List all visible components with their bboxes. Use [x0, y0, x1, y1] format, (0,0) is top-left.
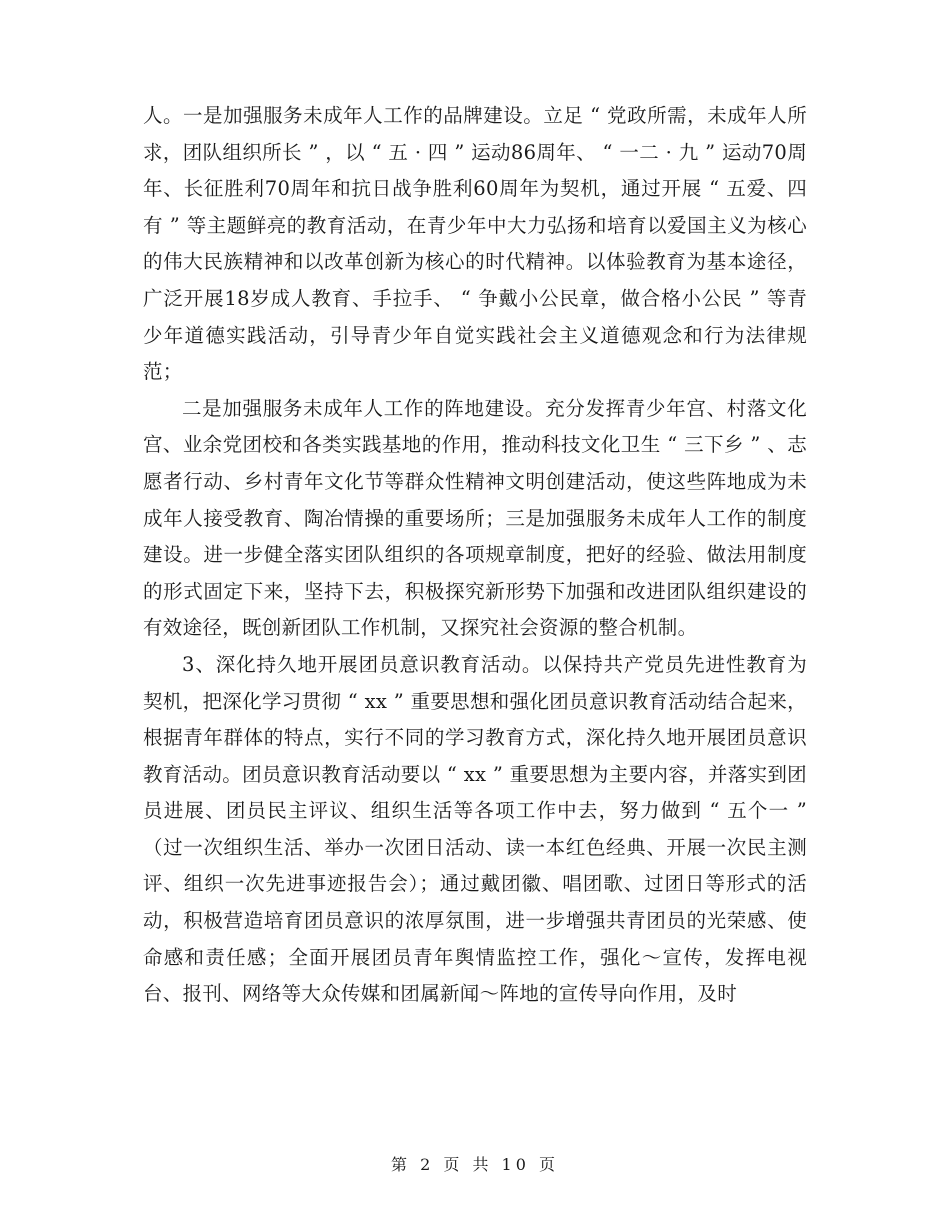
paragraph-brand-building: 人。一是加强服务未成年人工作的品牌建设。立足 “ 党政所需，未成年人所求，团队组织所长 ” ，以 “ 五 · 四 ” 运动86周年、 “ 一二 · 九 ” 运动70周年、长征胜利70周年和抗日战争胜利60周年为契机，通过开展 “ 五爱、四有 ” 等主题鲜亮的教育活动，在青少年中大力弘扬和培育以爱国主义为核心的伟大民族精神和以改革创新为核心的时代精神。以体验教育为基本途径，广泛开展18岁成人教育、手拉手、 “ 争戴小公民章，做合格小公民 ” 等青少年道德实践活动，引导青少年自觉实践社会主义道德观念和行为法律规范；	[143, 104, 807, 384]
page-number-footer: 第 2 页 共 10 页	[391, 1155, 559, 1174]
paragraph-member-education: 3、深化持久地开展团员意识教育活动。以保持共产党员先进性教育为契机，把深化学习贯彻 “ xx ” 重要思想和强化团员意识教育活动结合起来，根据青年群体的特点，实行不同的学习教育方式，深化持久地开展团员意识教育活动。团员意识教育活动要以 “ xx ” 重要思想为主要内容，并落实到团员进展、团员民主评议、组织生活等各项工作中去，努力做到 “ 五个一 ” （过一次组织生活、举办一次团日活动、读一本红色经典、开展一次民主测评、组织一次先进事迹报告会）；通过戴团徽、唱团歌、过团日等形式的活动，积极营造培育团员意识的浓厚氛围，进一步增强共青团员的光荣感、使命感和责任感；全面开展团员青年舆情监控工作，强化～宣传，发挥电视台、报刊、网络等大众传媒和团属新闻～阵地的宣传导向作用，及时	[143, 652, 807, 1006]
paragraph-position-building: 二是加强服务未成年人工作的阵地建设。充分发挥青少年宫、村落文化宫、业余党团校和各类实践基地的作用，推动科技文化卫生 “ 三下乡 ” 、志愿者行动、乡村青年文化节等群众性精神文明创建活动，使这些阵地成为未成年人接受教育、陶冶情操的重要场所；三是加强服务未成年人工作的制度建设。进一步健全落实团队组织的各项规章制度，把好的经验、做法用制度的形式固定下来，坚持下去，积极探究新形势下加强和改进团队组织建设的有效途径，既创新团队工作机制，又探究社会资源的整合机制。	[143, 396, 807, 640]
document-body	[143, 98, 807, 1013]
